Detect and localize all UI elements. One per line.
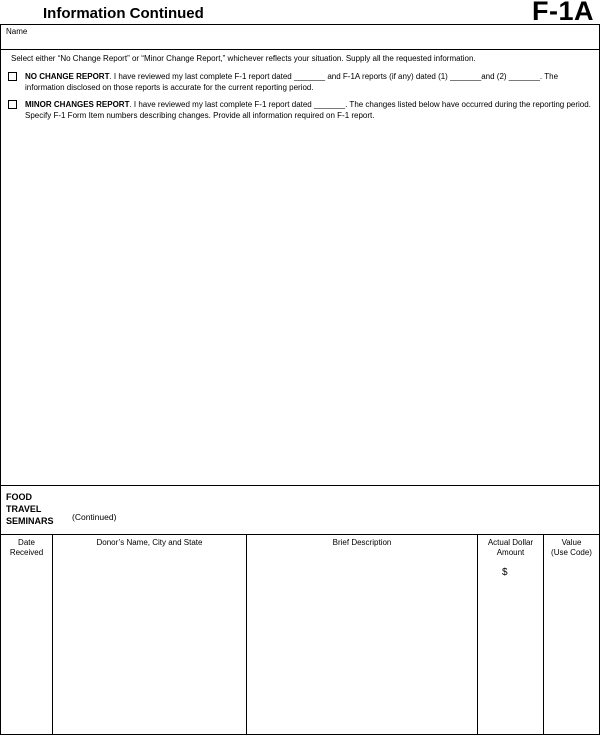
category-travel: TRAVEL xyxy=(6,504,42,514)
header-line: Amount xyxy=(496,548,525,557)
category-seminars: SEMINARS xyxy=(6,516,54,526)
name-field[interactable] xyxy=(1,25,599,50)
minor-changes-checkbox[interactable] xyxy=(8,100,17,109)
form-code: F-1A xyxy=(532,0,594,26)
header-line: Received xyxy=(9,548,44,557)
no-change-title: NO CHANGE REPORT xyxy=(25,72,110,81)
no-change-checkbox[interactable] xyxy=(8,72,17,81)
header-line: Value xyxy=(561,538,582,547)
date-received-column[interactable] xyxy=(1,534,53,734)
header-line: Actual Dollar xyxy=(487,538,534,547)
minor-changes-text xyxy=(25,99,591,121)
minor-changes-title: MINOR CHANGES REPORT xyxy=(25,100,130,109)
form-frame xyxy=(0,24,600,735)
category-food: FOOD xyxy=(6,492,32,502)
category-heading xyxy=(1,485,599,535)
no-change-text xyxy=(25,71,591,93)
continued-label: (Continued) xyxy=(72,512,117,522)
category-list xyxy=(6,491,54,527)
date-received-header xyxy=(1,534,52,558)
value-code-column[interactable] xyxy=(544,534,599,734)
header-line: Brief Description xyxy=(332,538,392,547)
no-change-body: . I have reviewed my last complete F-1 report dated _______ and F-1A reports (if any) dated (1) _______and (2) _______. The information disclosed on those reports is accurate for the current reporting period. xyxy=(25,72,559,92)
brief-description-header xyxy=(247,534,477,548)
minor-changes-body: . I have reviewed my last complete F-1 report dated _______. The changes listed below have occurred during the reporting period. Specify F-1 Form Item numbers describing changes. Provide all information required on F-1 report. xyxy=(25,100,591,120)
dollar-sign: $ xyxy=(502,567,508,578)
donor-name-column[interactable] xyxy=(53,534,247,734)
dollar-amount-header xyxy=(478,534,543,558)
header-line: (Use Code) xyxy=(551,548,592,557)
value-code-header xyxy=(544,534,599,558)
no-change-option xyxy=(8,71,591,93)
brief-description-column[interactable] xyxy=(247,534,478,734)
donor-name-header xyxy=(53,534,246,548)
header-line: Date xyxy=(18,538,35,547)
minor-changes-option xyxy=(8,99,591,121)
gift-table xyxy=(1,534,599,734)
dollar-amount-column[interactable] xyxy=(478,534,544,734)
form-title: Information Continued xyxy=(43,5,204,22)
header-line: Donor’s Name, City and State xyxy=(96,538,203,547)
name-label: Name xyxy=(6,27,28,36)
instructions-text: Select either “No Change Report” or “Minor Change Report,” whichever reflects your situation. Supply all the requested information. xyxy=(11,54,476,63)
